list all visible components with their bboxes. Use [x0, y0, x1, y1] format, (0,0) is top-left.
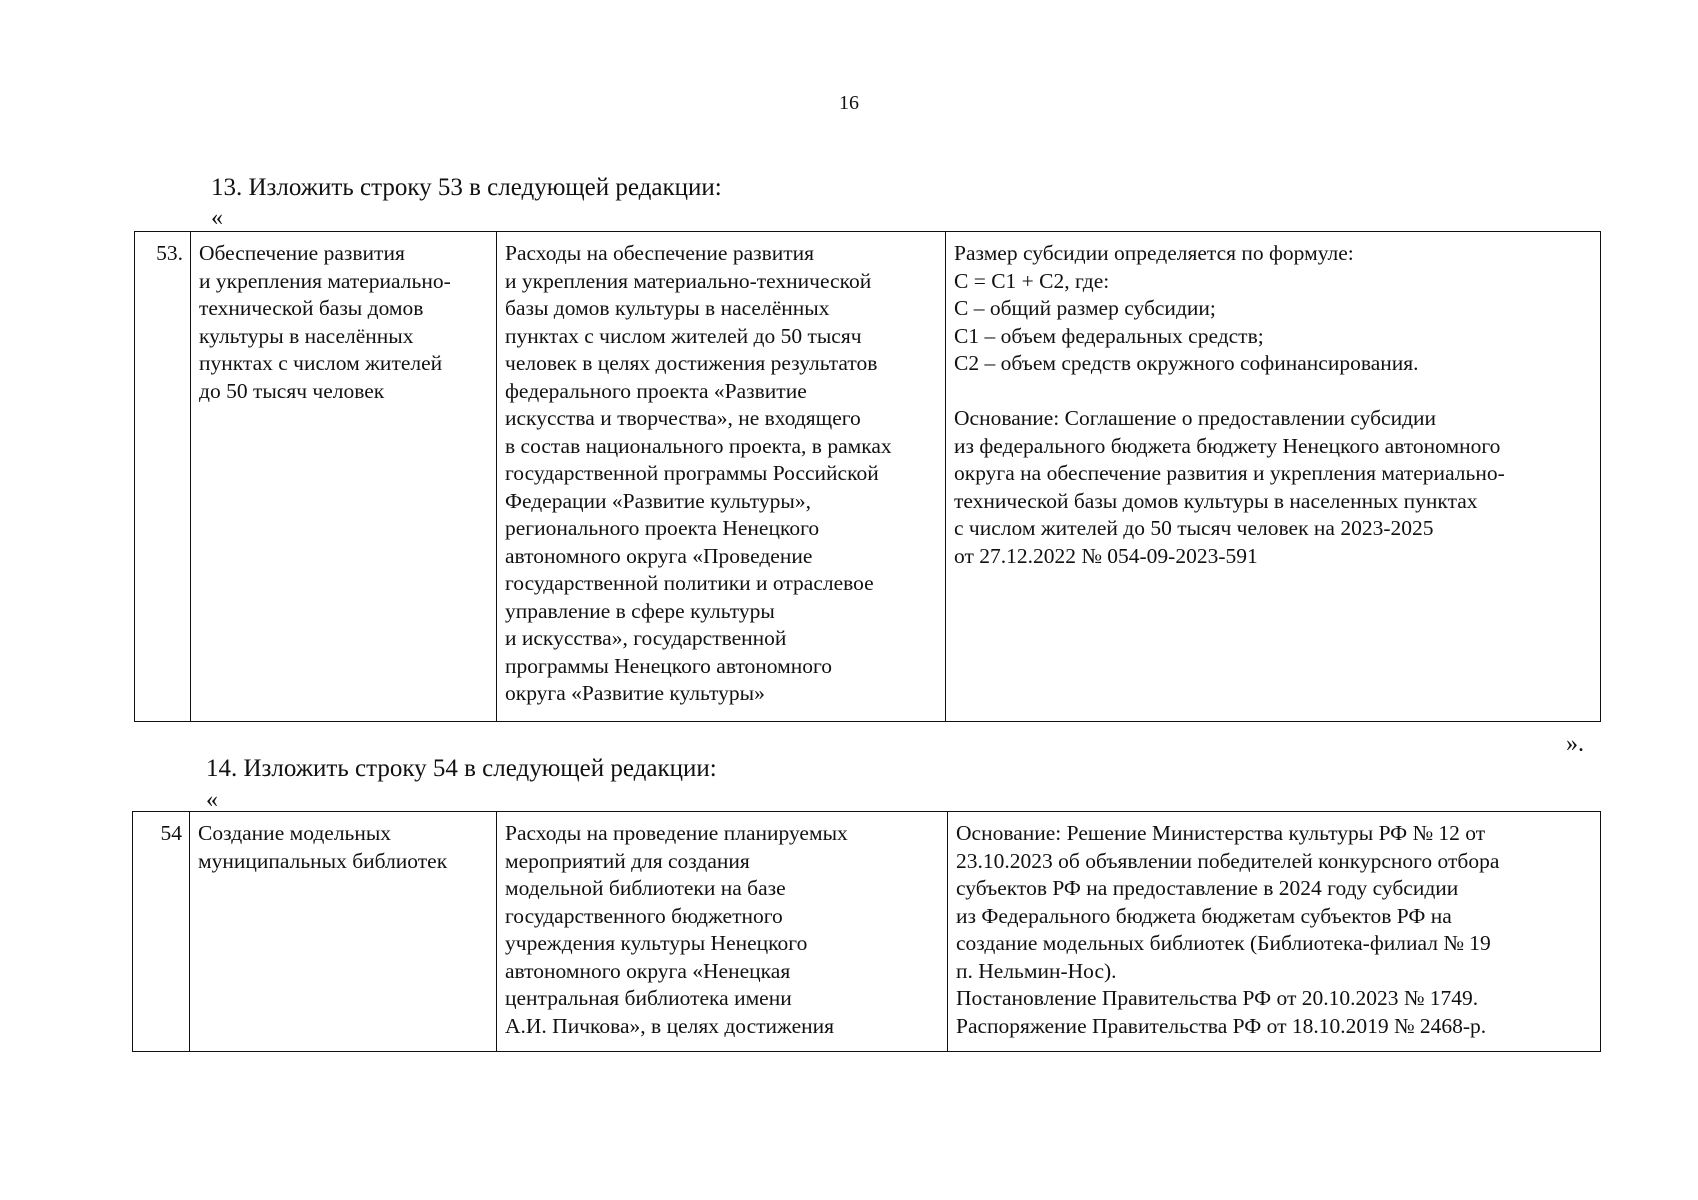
- close-quote-row-53: ».: [1566, 731, 1584, 757]
- row-name: Обеспечение развития и укрепления материально- технической базы домов культуры в населённых пунктах с числом жителей до 50 тысяч человек: [191, 232, 497, 722]
- row-conditions: Основание: Решение Министерства культуры РФ № 12 от 23.10.2023 об объявлении победителей конкурсного отбора субъектов РФ на предоставление в 2024 году субсидии из Федерального бюджета бюджетам субъектов РФ на создание модельных библиотек (Библиотека-филиал № 19 п. Нельмин-Нос). Постановление Правительства РФ от 20.10.2023 № 1749. Распоряжение Правительства РФ от 18.10.2019 № 2468-р.: [948, 812, 1601, 1052]
- table-row: [133, 812, 1601, 1052]
- instruction-row-54: 14. Изложить строку 54 в следующей редакции:: [206, 755, 717, 782]
- page-number: 16: [839, 92, 859, 114]
- basis-text: Основание: Соглашение о предоставлении субсидии из федерального бюджета бюджету Ненецкого автономного округа на обеспечение развития и укрепления материально- технической базы домов культуры в населенных пунктах с числом жителей до 50 тысяч человек на 2023-2025 от 27.12.2022 № 054-09-2023-591: [954, 406, 1505, 568]
- row-purpose: Расходы на проведение планируемых мероприятий для создания модельной библиотеки на базе государственного бюджетного учреждения культуры Ненецкого автономного округа «Ненецкая центральная библиотека имени А.И. Пичкова», в целях достижения: [497, 812, 948, 1052]
- row-conditions: [946, 232, 1601, 722]
- open-quote-row-54: «: [206, 787, 218, 813]
- row-name: Создание модельных муниципальных библиотек: [190, 812, 497, 1052]
- row-number: 53.: [135, 232, 191, 722]
- open-quote-row-53: «: [211, 205, 223, 231]
- table-row-53: [134, 231, 1601, 722]
- table-row: [135, 232, 1601, 722]
- instruction-row-53: 13. Изложить строку 53 в следующей редакции:: [211, 174, 722, 201]
- row-number: 54: [133, 812, 190, 1052]
- subsidy-formula: Размер субсидии определяется по формуле: С = С1 + С2, где: С – общий размер субсидии; С1 – объем федеральных средств; С2 – объем средств окружного софинансирования.: [954, 241, 1419, 375]
- table-row-54: [132, 811, 1601, 1052]
- row-purpose: Расходы на обеспечение развития и укрепления материально-технической базы домов культуры в населённых пунктах с числом жителей до 50 тысяч человек в целях достижения результатов федерального проекта «Развитие искусства и творчества», не входящего в состав национального проекта, в рамках государственной программы Российской Федерации «Развитие культуры», регионального проекта Ненецкого автономного округа «Проведение государственной политики и отраслевое управление в сфере культуры и искусства», государственной программы Ненецкого автономного округа «Развитие культуры»: [497, 232, 946, 722]
